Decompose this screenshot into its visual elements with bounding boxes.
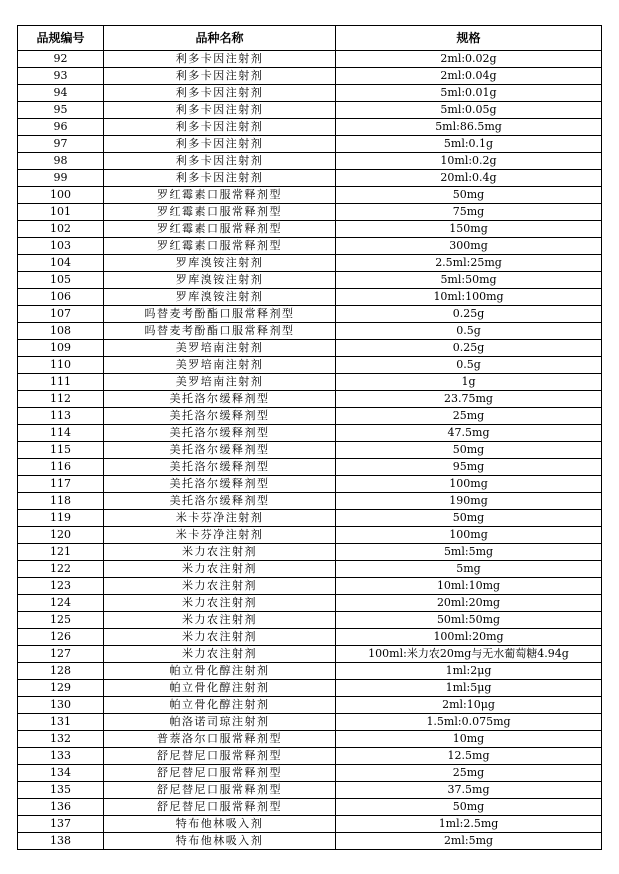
table-row [18,68,602,85]
row-code: 97 [18,136,104,153]
table-row [18,510,602,527]
row-spec: 0.5g [336,357,602,374]
row-drug-name: 米卡芬净注射剂 [104,510,336,527]
row-drug-name: 美托洛尔缓释剂型 [104,493,336,510]
row-drug-name: 美托洛尔缓释剂型 [104,425,336,442]
table-row [18,680,602,697]
row-spec: 2ml:5mg [336,833,602,850]
row-code: 118 [18,493,104,510]
row-drug-name: 罗库溴铵注射剂 [104,289,336,306]
row-code: 102 [18,221,104,238]
row-drug-name: 吗替麦考酚酯口服常释剂型 [104,323,336,340]
row-code: 117 [18,476,104,493]
row-spec: 2ml:10μg [336,697,602,714]
row-spec: 75mg [336,204,602,221]
row-spec: 0.25g [336,340,602,357]
table-row [18,357,602,374]
row-drug-name: 利多卡因注射剂 [104,119,336,136]
row-spec: 5ml:0.05g [336,102,602,119]
row-spec: 25mg [336,408,602,425]
table-row [18,493,602,510]
row-code: 121 [18,544,104,561]
row-spec: 10mg [336,731,602,748]
row-drug-name: 帕洛诺司琼注射剂 [104,714,336,731]
row-code: 135 [18,782,104,799]
row-drug-name: 美托洛尔缓释剂型 [104,408,336,425]
row-spec: 150mg [336,221,602,238]
row-code: 104 [18,255,104,272]
table-row [18,408,602,425]
row-code: 96 [18,119,104,136]
row-drug-name: 特布他林吸入剂 [104,833,336,850]
row-spec: 2.5ml:25mg [336,255,602,272]
row-drug-name: 米力农注射剂 [104,595,336,612]
row-spec: 100mg [336,476,602,493]
row-spec: 2ml:0.02g [336,51,602,68]
row-spec: 95mg [336,459,602,476]
row-code: 105 [18,272,104,289]
drug-spec-table [17,25,602,850]
row-drug-name: 美托洛尔缓释剂型 [104,459,336,476]
row-spec: 5ml:50mg [336,272,602,289]
row-drug-name: 美罗培南注射剂 [104,374,336,391]
table-row [18,833,602,850]
row-code: 125 [18,612,104,629]
row-drug-name: 舒尼替尼口服常释剂型 [104,765,336,782]
row-spec: 1.5ml:0.075mg [336,714,602,731]
row-code: 130 [18,697,104,714]
table-row [18,374,602,391]
table-row [18,119,602,136]
table-row [18,459,602,476]
row-spec: 50ml:50mg [336,612,602,629]
row-spec: 100ml:米力农20mg与无水葡萄糖4.94g [336,646,602,663]
table-body [18,51,602,850]
row-spec: 100ml:20mg [336,629,602,646]
row-drug-name: 普萘洛尔口服常释剂型 [104,731,336,748]
row-code: 98 [18,153,104,170]
row-drug-name: 利多卡因注射剂 [104,102,336,119]
row-drug-name: 罗红霉素口服常释剂型 [104,238,336,255]
row-drug-name: 米力农注射剂 [104,646,336,663]
row-code: 115 [18,442,104,459]
table-row [18,799,602,816]
row-spec: 12.5mg [336,748,602,765]
row-code: 116 [18,459,104,476]
table-row [18,748,602,765]
row-code: 138 [18,833,104,850]
table-row [18,323,602,340]
row-spec: 10ml:10mg [336,578,602,595]
table-row [18,561,602,578]
row-code: 124 [18,595,104,612]
row-drug-name: 米力农注射剂 [104,629,336,646]
row-code: 114 [18,425,104,442]
row-code: 103 [18,238,104,255]
table-row [18,595,602,612]
row-code: 111 [18,374,104,391]
table-row [18,391,602,408]
header-code: 品规编号 [18,26,104,51]
row-spec: 300mg [336,238,602,255]
row-spec: 5ml:86.5mg [336,119,602,136]
row-code: 127 [18,646,104,663]
row-drug-name: 罗库溴铵注射剂 [104,255,336,272]
row-code: 113 [18,408,104,425]
table-row [18,816,602,833]
table-row [18,612,602,629]
row-spec: 0.5g [336,323,602,340]
row-drug-name: 罗红霉素口服常释剂型 [104,187,336,204]
row-drug-name: 利多卡因注射剂 [104,170,336,187]
row-spec: 5ml:5mg [336,544,602,561]
row-drug-name: 舒尼替尼口服常释剂型 [104,799,336,816]
table-row [18,85,602,102]
row-drug-name: 美托洛尔缓释剂型 [104,476,336,493]
row-code: 128 [18,663,104,680]
row-drug-name: 米力农注射剂 [104,544,336,561]
row-spec: 1ml:2μg [336,663,602,680]
row-drug-name: 帕立骨化醇注射剂 [104,697,336,714]
row-spec: 50mg [336,442,602,459]
row-drug-name: 特布他林吸入剂 [104,816,336,833]
row-code: 94 [18,85,104,102]
table-row [18,289,602,306]
row-drug-name: 米力农注射剂 [104,578,336,595]
row-spec: 0.25g [336,306,602,323]
table-header-row [18,26,602,51]
row-code: 95 [18,102,104,119]
row-drug-name: 罗红霉素口服常释剂型 [104,221,336,238]
row-code: 131 [18,714,104,731]
row-code: 134 [18,765,104,782]
table-row [18,578,602,595]
table-row [18,476,602,493]
table-row [18,544,602,561]
row-drug-name: 罗库溴铵注射剂 [104,272,336,289]
table-row [18,102,602,119]
table-row [18,255,602,272]
table-row [18,204,602,221]
table-row [18,765,602,782]
table-row [18,646,602,663]
table-row [18,221,602,238]
row-drug-name: 利多卡因注射剂 [104,153,336,170]
row-drug-name: 米力农注射剂 [104,561,336,578]
row-drug-name: 美托洛尔缓释剂型 [104,442,336,459]
row-spec: 5mg [336,561,602,578]
row-spec: 10ml:100mg [336,289,602,306]
row-drug-name: 利多卡因注射剂 [104,68,336,85]
table-row [18,136,602,153]
row-spec: 23.75mg [336,391,602,408]
row-code: 101 [18,204,104,221]
row-spec: 20ml:20mg [336,595,602,612]
row-code: 99 [18,170,104,187]
row-spec: 50mg [336,187,602,204]
row-spec: 2ml:0.04g [336,68,602,85]
row-drug-name: 米卡芬净注射剂 [104,527,336,544]
table-row [18,663,602,680]
row-code: 126 [18,629,104,646]
row-spec: 1ml:2.5mg [336,816,602,833]
header-spec: 规格 [336,26,602,51]
row-spec: 1ml:5μg [336,680,602,697]
row-drug-name: 舒尼替尼口服常释剂型 [104,782,336,799]
table-row [18,731,602,748]
row-spec: 25mg [336,765,602,782]
row-code: 108 [18,323,104,340]
row-spec: 5ml:0.01g [336,85,602,102]
row-code: 92 [18,51,104,68]
row-code: 110 [18,357,104,374]
row-code: 122 [18,561,104,578]
table-row [18,714,602,731]
row-code: 109 [18,340,104,357]
row-drug-name: 美罗培南注射剂 [104,340,336,357]
table-row [18,170,602,187]
table-row [18,629,602,646]
row-code: 107 [18,306,104,323]
row-drug-name: 舒尼替尼口服常释剂型 [104,748,336,765]
row-code: 100 [18,187,104,204]
row-code: 132 [18,731,104,748]
row-spec: 1g [336,374,602,391]
row-drug-name: 罗红霉素口服常释剂型 [104,204,336,221]
row-code: 136 [18,799,104,816]
table-row [18,306,602,323]
row-code: 137 [18,816,104,833]
row-code: 123 [18,578,104,595]
table-row [18,782,602,799]
table-row [18,442,602,459]
row-drug-name: 美罗培南注射剂 [104,357,336,374]
row-spec: 20ml:0.4g [336,170,602,187]
row-spec: 50mg [336,799,602,816]
row-code: 119 [18,510,104,527]
table-row [18,340,602,357]
table-row [18,153,602,170]
row-drug-name: 吗替麦考酚酯口服常释剂型 [104,306,336,323]
row-drug-name: 利多卡因注射剂 [104,51,336,68]
row-drug-name: 帕立骨化醇注射剂 [104,663,336,680]
row-spec: 100mg [336,527,602,544]
row-code: 93 [18,68,104,85]
row-spec: 47.5mg [336,425,602,442]
row-code: 129 [18,680,104,697]
row-code: 112 [18,391,104,408]
table-row [18,51,602,68]
row-spec: 5ml:0.1g [336,136,602,153]
row-drug-name: 利多卡因注射剂 [104,85,336,102]
table-row [18,187,602,204]
table-row [18,425,602,442]
row-code: 106 [18,289,104,306]
table-row [18,238,602,255]
row-drug-name: 利多卡因注射剂 [104,136,336,153]
table-row [18,527,602,544]
row-spec: 190mg [336,493,602,510]
row-drug-name: 帕立骨化醇注射剂 [104,680,336,697]
row-drug-name: 米力农注射剂 [104,612,336,629]
row-spec: 37.5mg [336,782,602,799]
table-row [18,697,602,714]
row-drug-name: 美托洛尔缓释剂型 [104,391,336,408]
row-code: 133 [18,748,104,765]
row-spec: 10ml:0.2g [336,153,602,170]
table-row [18,272,602,289]
header-name: 品种名称 [104,26,336,51]
row-code: 120 [18,527,104,544]
row-spec: 50mg [336,510,602,527]
